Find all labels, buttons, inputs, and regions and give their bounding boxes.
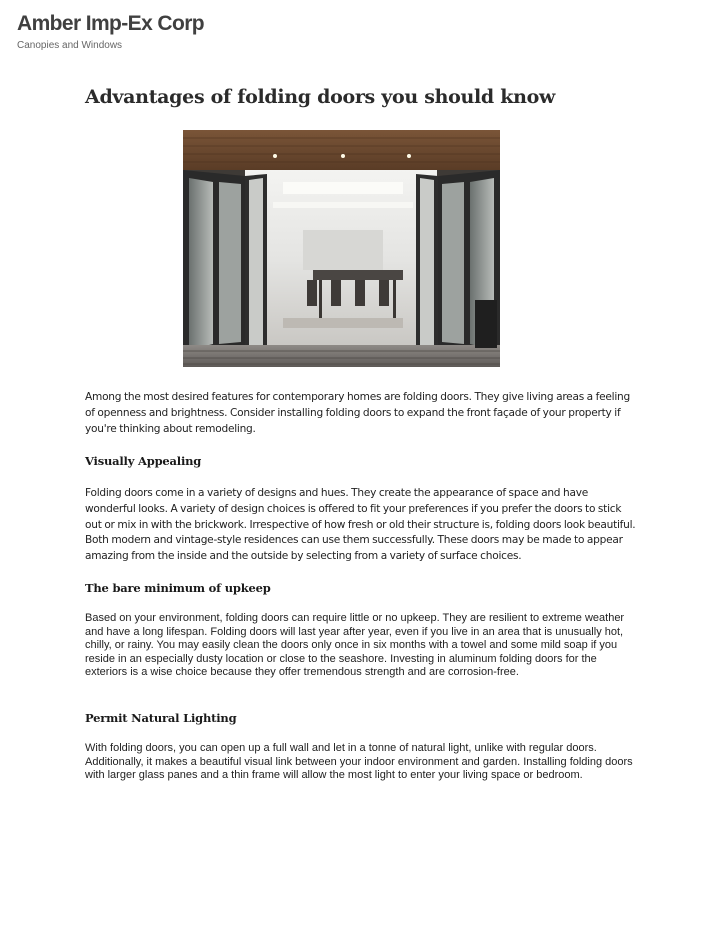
company-tagline: Canopies and Windows <box>17 40 123 51</box>
article-title: Advantages of folding doors you should know <box>85 86 556 108</box>
section-heading-upkeep: The bare minimum of upkeep <box>85 581 271 595</box>
section-body-visually-appealing: Folding doors come in a variety of designs and hues. They create the appearance of space and have wonderful looks. A variety of design choices is offered to fit your preferences if you prefer the doors to stick out or mix in with the brickwork. Irrespective of how fresh or old their structure is, folding doors look beautiful. Both modern and vintage-style residences can use them successfully. These doors may be made to appear amazing from the inside and the outside by selecting from a variety of surface choices. <box>85 487 636 563</box>
section-body-upkeep: Based on your environment, folding doors can require little or no upkeep. They are resilient to extreme weather and have a long lifespan. Folding doors will last year after year, even if you live in an area that is unusually hot, chilly, or rainy. You may easily clean the doors only once in six months with a towel and some mild soap if you reside in an especially dusty location or close to the seashore. Investing in aluminum folding doors for the exteriors is a wise choice because they offer tremendous strength and are corrosion-free. <box>85 612 625 678</box>
intro-paragraph: Among the most desired features for contemporary homes are folding doors. They give living areas a feeling of openness and brightness. Consider installing folding doors to expand the front façade of your property if you're thinking about remodeling. <box>85 391 630 435</box>
hero-image-folding-doors <box>183 130 500 367</box>
section-body-natural-lighting: With folding doors, you can open up a full wall and let in a tonne of natural light, unlike with regular doors. Additionally, it makes a beautiful visual link between your indoor environment and garden. Installing folding doors with larger glass panes and a thin frame will allow the most light to enter your living space or bedroom. <box>85 742 633 781</box>
section-heading-visually-appealing: Visually Appealing <box>85 454 202 468</box>
section-heading-natural-lighting: Permit Natural Lighting <box>85 711 237 725</box>
company-name: Amber Imp-Ex Corp <box>17 12 204 35</box>
brand-header <box>17 12 204 53</box>
